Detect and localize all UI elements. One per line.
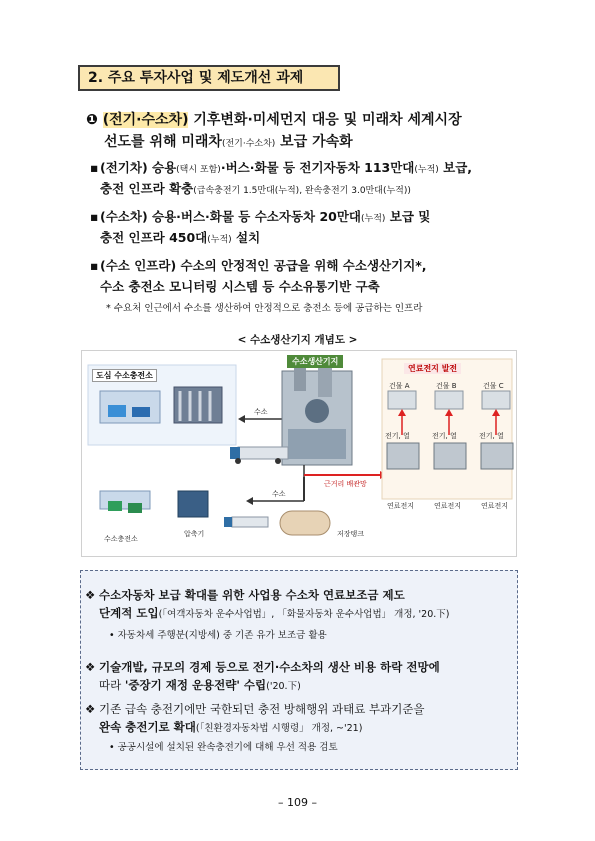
storage-tank-icon (280, 511, 330, 535)
fuel-cell-label: 연료전지 발전 (404, 363, 461, 374)
fuel-cell-unit-3 (481, 443, 513, 469)
info-p1-l1: 수소자동차 보급 확대를 위한 사업용 수소차 연료보조금 제도 (99, 588, 405, 602)
info-p3-l2a: 완속 충전기로 확대 (99, 720, 196, 734)
page-number: – 109 – (278, 796, 317, 809)
bullet-ev-s2: (누적) (414, 165, 439, 175)
hydrogen-label-1: 수소 (254, 408, 268, 416)
building-c-label: 건물 C (483, 382, 504, 390)
building-c-icon (482, 391, 510, 409)
bullet-ev-b: ·버스·화물 등 전기자동차 113만대 (220, 160, 415, 175)
info-point-3-note: • 공공시설에 설치된 완속충전기에 대해 우선 적용 검토 (109, 742, 338, 753)
building-a-icon (388, 391, 416, 409)
info-point-3-line-2 (99, 719, 509, 737)
info-p2-l2c: ('20.下) (266, 681, 301, 692)
bullet-fcev-a: (수소차) 승용·버스·화물 등 수소자동차 20만대 (100, 209, 362, 224)
bullet-fcev-l2-b: 설치 (231, 230, 261, 245)
tank-label: 저장탱크 (337, 530, 365, 538)
bullet-fcev-b: 보급 및 (385, 209, 431, 224)
bullet-fcev-l2-s: (누적) (207, 235, 232, 245)
fuel-cell-unit-2 (434, 443, 466, 469)
bullet-fcev: ▪ (수소차) 승용·버스·화물 등 수소자동차 20만대(누적) 보급 및 (90, 209, 431, 224)
info-p1-l2b: (「여객자동차 운수사업법」, 「화물자동차 운수사업법」 개정, '20.下) (158, 609, 450, 620)
bullet-ev-s1: (택시 포함) (176, 165, 221, 175)
fuel-cell-text-3: 연료전지 (481, 502, 509, 510)
bullet-fcev-l2-a: 충전 인프라 450대 (100, 230, 208, 245)
hydrogen-base-diagram (81, 350, 517, 557)
item-1-line-2-a: 선도를 위해 미래차 (104, 134, 222, 150)
tube-trailer-icon (238, 447, 288, 459)
fuel-cell-unit-1 (387, 443, 419, 469)
fuel-cell-text-1: 연료전지 (387, 502, 415, 510)
item-marker: ❶ (86, 112, 98, 128)
section-title: 2. 주요 투자사업 및 제도개선 과제 (78, 65, 340, 91)
info-p3-l1: 기존 급속 충전기에만 국한되던 충전 방해행위 과태료 부과기준을 (99, 702, 425, 716)
info-p2-l2b: '중장기 재정 운용전략' 수립 (124, 678, 267, 692)
urban-station-label: 도심 수소충전소 (92, 369, 157, 382)
info-point-1: ❖ 수소자동차 보급 확대를 위한 사업용 수소차 연료보조금 제도 (85, 588, 405, 602)
power-heat-label-1: 전기, 열 (385, 432, 410, 440)
item-1-line-2 (104, 132, 544, 155)
bullet-ev-c: 보급, (438, 160, 473, 175)
production-base-label: 수소생산기지 (287, 355, 343, 368)
bullet-infra-line-2 (100, 277, 530, 296)
info-point-3: ❖ 기존 급속 충전기에만 국한되던 충전 방해행위 과태료 부과기준을 (85, 702, 425, 716)
info-point-2-line-2 (99, 677, 509, 695)
power-heat-label-3: 전기, 열 (479, 432, 504, 440)
item-1-line-1-text: 기후변화·미세먼지 대응 및 미래차 세계시장 (188, 112, 462, 128)
fuel-cell-text-2: 연료전지 (434, 502, 462, 510)
info-point-1-line-2 (99, 605, 509, 623)
bullet-infra: ▪ (수소 인프라) 수소의 안정적인 공급을 위해 수소생산기지*, (90, 258, 427, 273)
bullet-fcev-s1: (누적) (361, 214, 386, 224)
bullet-ev: ▪ (전기차) 승용(택시 포함)·버스·화물 등 전기자동차 113만대(누적) 보급, (90, 160, 473, 175)
compressor-icon (178, 491, 208, 517)
bullet-ev-a: (전기차) 승용 (100, 160, 177, 175)
bullet-fcev-line-2 (100, 228, 530, 250)
footnote: * 수요처 인근에서 수소를 생산하여 안정적으로 충전소 등에 공급하는 인프라 (106, 303, 423, 314)
bullet-infra-l2: 수소 충전소 모니터링 시스템 등 수소유통기반 구축 (100, 279, 380, 294)
bullet-ev-l2-a: 충전 인프라 확충 (100, 181, 194, 196)
compressor-label: 압축기 (184, 530, 205, 538)
bullet-ev-l2-s: (급속충전기 1.5만대(누적), 완속충전기 3.0만대(누적)) (193, 186, 411, 196)
item-1-highlight: (전기·수소차) (102, 112, 189, 128)
building-a-label: 건물 A (389, 382, 410, 390)
info-p3-l2b: (「친환경자동차법 시행령」 개정, ~'21) (195, 723, 363, 734)
diagram-caption: < 수소생산기지 개념도 > (237, 334, 358, 346)
building-b-label: 건물 B (436, 382, 457, 390)
item-1-line-2-b: 보급 가속화 (275, 134, 353, 150)
info-point-1-note: • 자동차세 주행분(지방세) 중 기존 유가 보조금 활용 (109, 630, 327, 641)
info-point-2: ❖ 기술개발, 규모의 경제 등으로 전기·수소차의 생산 비용 하락 전망에 (85, 660, 440, 674)
building-b-icon (435, 391, 463, 409)
bullet-infra-l1: (수소 인프라) 수소의 안정적인 공급을 위해 수소생산기지*, (100, 258, 427, 273)
power-heat-label-2: 전기, 열 (432, 432, 457, 440)
station-label: 수소충전소 (104, 535, 138, 543)
info-p2-l2a: 따라 (99, 678, 125, 692)
lower-station-icon (100, 491, 150, 509)
hydrogen-label-2: 수소 (272, 490, 286, 498)
pipeline-label: 근거리 배관망 (324, 480, 367, 488)
item-1-line-1 (86, 110, 526, 131)
bullet-ev-line-2 (100, 179, 530, 201)
item-1-line-2-small: (전기·수소차) (221, 139, 276, 149)
car-icon-2 (132, 407, 150, 417)
info-p1-l2a: 단계적 도입 (99, 606, 159, 620)
car-icon (108, 405, 126, 417)
policy-info-box (80, 570, 518, 770)
info-p2-l1: 기술개발, 규모의 경제 등으로 전기·수소차의 생산 비용 하락 전망에 (99, 660, 440, 674)
